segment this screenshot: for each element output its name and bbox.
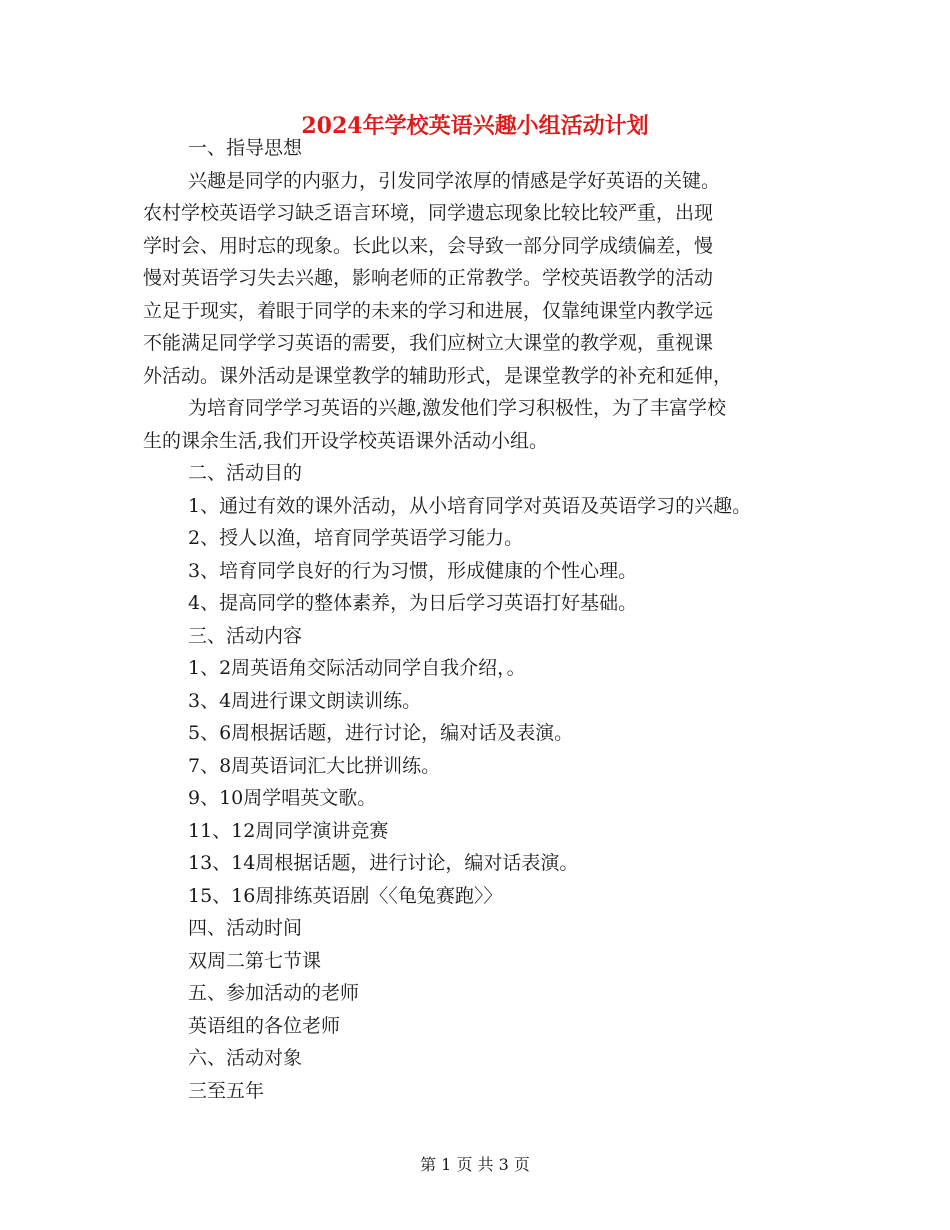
paragraph-line: 三至五年 <box>188 1079 265 1102</box>
list-item: 7、8周英语词汇大比拼训练。 <box>188 754 441 777</box>
page-footer: 第 1 页 共 3 页 <box>420 1155 530 1174</box>
section-heading: 二、活动目的 <box>188 462 303 484</box>
paragraph-line: 双周二第七节课 <box>188 949 322 972</box>
section-heading: 四、活动时间 <box>188 917 303 939</box>
list-item: 3、培育同学良好的行为习惯，形成健康的个性心理。 <box>188 559 638 582</box>
paragraph-line: 不能满足同学学习英语的需要，我们应树立大课堂的教学观，重视课 <box>143 332 714 354</box>
section-heading: 六、活动对象 <box>188 1047 303 1069</box>
paragraph-line: 兴趣是同学的内驱力，引发同学浓厚的情感是学好英语的关键。 <box>188 169 721 192</box>
list-item: 15、16周排练英语剧〈〈龟兔赛跑〉〉 <box>188 884 503 907</box>
list-item: 4、提高同学的整体素养，为日后学习英语打好基础。 <box>188 592 638 614</box>
document-body <box>143 132 823 1107</box>
list-item: 9、10周学唱英文歌。 <box>188 787 377 809</box>
list-item: 5、6周根据话题，进行讨论，编对话及表演。 <box>188 722 574 744</box>
section-heading: 一、指导思想 <box>188 137 303 159</box>
list-item: 3、4周进行课文朗读训练。 <box>188 689 422 712</box>
paragraph-line: 英语组的各位老师 <box>188 1014 341 1037</box>
paragraph-line: 农村学校英语学习缺乏语言环境，同学遗忘现象比较比较严重，出现 <box>143 202 714 224</box>
section-heading: 三、活动内容 <box>188 624 303 647</box>
paragraph-line: 立足于现实，着眼于同学的未来的学习和进展，仅靠纯课堂内教学远 <box>143 299 714 322</box>
paragraph-line: 外活动。课外活动是课堂教学的辅助形式，是课堂教学的补充和延伸， <box>143 364 733 387</box>
list-item: 13、14周根据话题，进行讨论，编对话表演。 <box>188 852 579 874</box>
list-item: 11、12周同学演讲竞赛 <box>188 819 389 842</box>
paragraph-line: 学时会、用时忘的现象。长此以来，会导致一部分同学成绩偏差，慢 <box>143 234 714 257</box>
paragraph-line: 慢对英语学习失去兴趣，影响老师的正常教学。学校英语教学的活动 <box>143 267 714 289</box>
document-title: 2024年学校英语兴趣小组活动计划 <box>301 113 649 139</box>
paragraph-line: 生的课余生活,我们开设学校英语课外活动小组。 <box>143 429 549 452</box>
list-item: 1、2周英语角交际活动同学自我介绍，。 <box>188 657 526 679</box>
paragraph-line: 为培育同学学习英语的兴趣,激发他们学习积极性，为了丰富学校 <box>188 397 727 419</box>
list-item: 1、通过有效的课外活动，从小培育同学对英语及英语学习的兴趣。 <box>188 494 752 517</box>
list-item: 2、授人以渔，培育同学英语学习能力。 <box>188 527 524 549</box>
section-heading: 五、参加活动的老师 <box>188 982 360 1004</box>
